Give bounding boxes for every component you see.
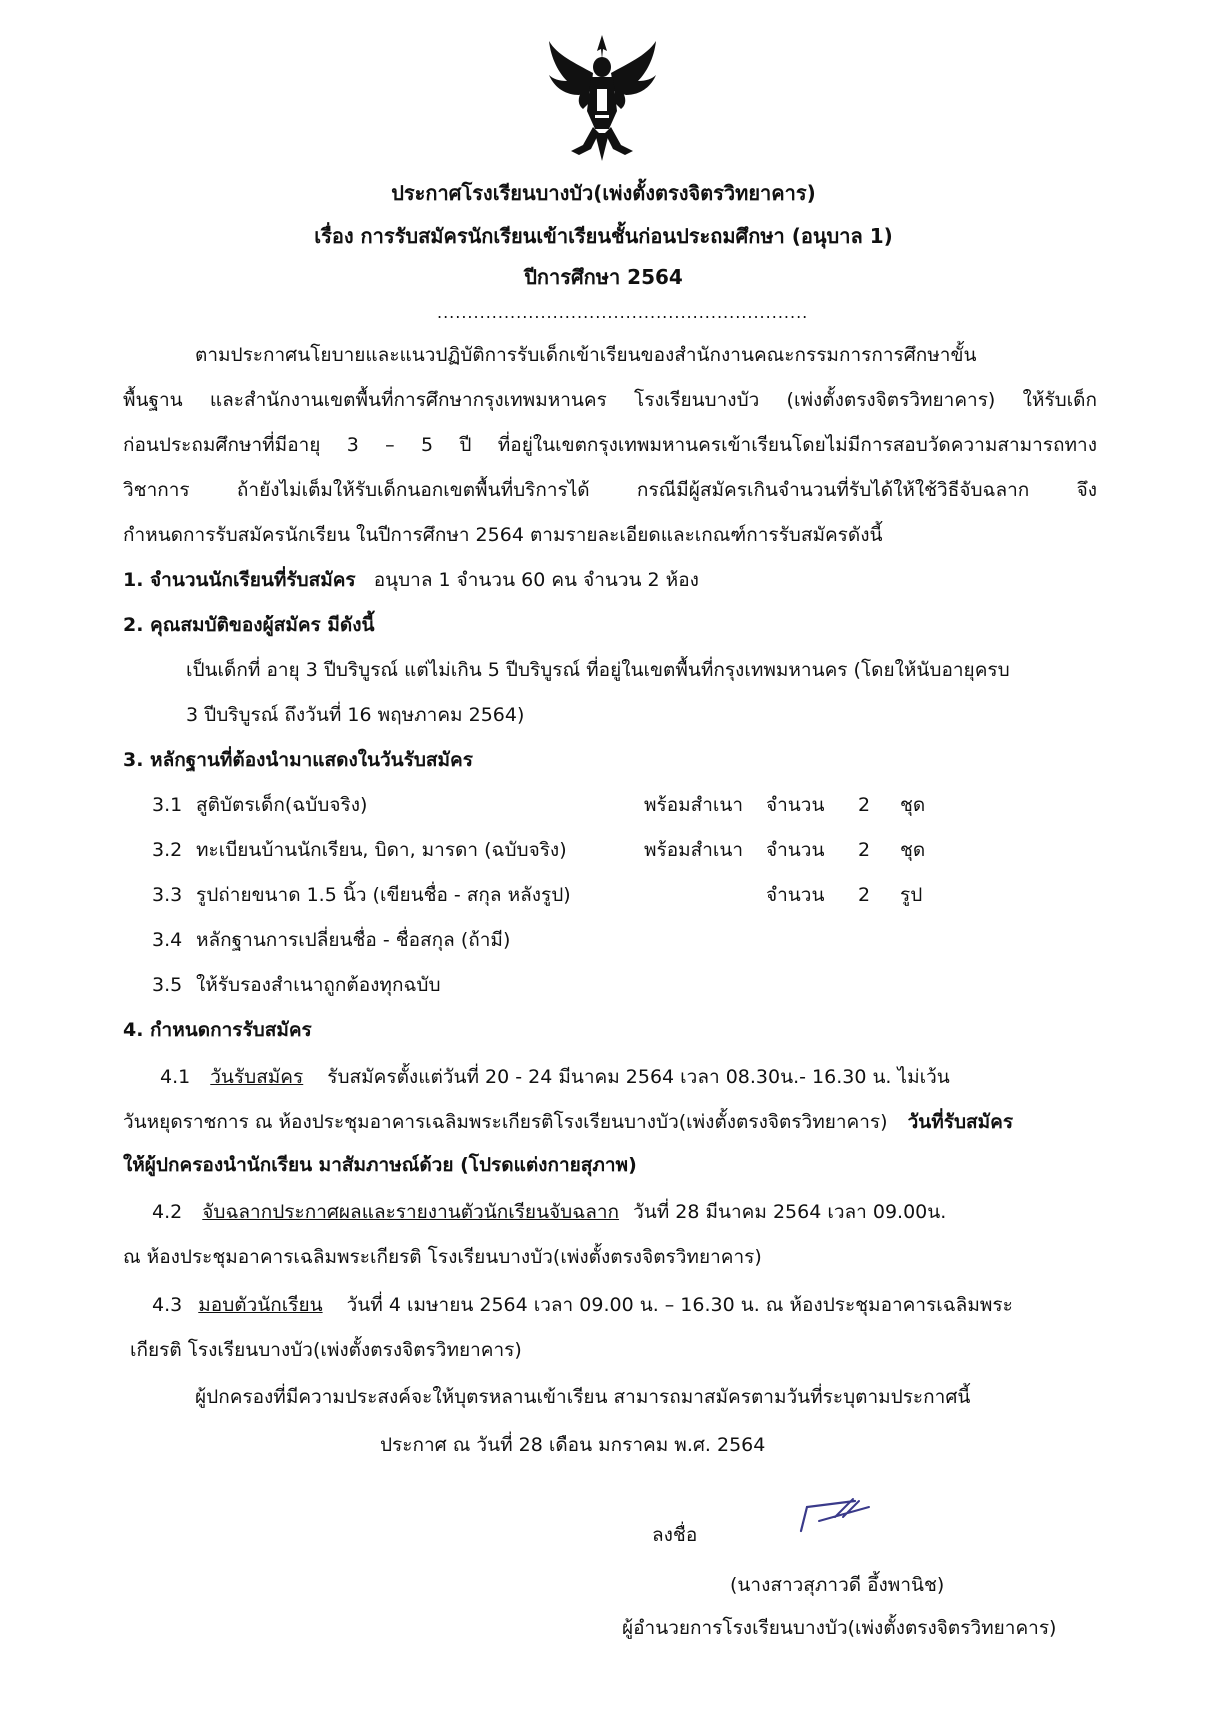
title-line-1: ประกาศโรงเรียนบางบัว(เพ่งตั้งตรงจิตรวิทยาคาร) xyxy=(391,181,816,205)
schedule-4-3-title: มอบตัวนักเรียน xyxy=(198,1294,323,1316)
schedule-4-1-text-1: รับสมัครตั้งแต่วันที่ 20 - 24 มีนาคม 2564 เวลา 08.30น.- 16.30 น. ไม่เว้น xyxy=(327,1066,950,1088)
intro-line-2: พื้นฐาน และสำนักงานเขตพื้นที่การศึกษากรุงเทพมหานคร โรงเรียนบางบัว (เพ่งตั้งตรงจิตรวิทยาคาร) ให้รับเด็ก xyxy=(123,389,1097,411)
schedule-4-1-line-1 xyxy=(160,1062,950,1092)
evidence-text: สูติบัตรเด็ก(ฉบับจริง) xyxy=(196,794,368,816)
evidence-item xyxy=(152,970,441,1000)
evidence-num: 3.1 xyxy=(152,794,183,816)
section-2-line-1: เป็นเด็กที่ อายุ 3 ปีบริบูรณ์ แต่ไม่เกิน 5 ปีบริบูรณ์ ที่อยู่ในเขตพื้นที่กรุงเทพมหานคร (โดยให้นับอายุครบ xyxy=(186,659,1010,681)
schedule-4-2-num: 4.2 xyxy=(152,1201,183,1223)
section-2-line-2: 3 ปีบริบูรณ์ ถึงวันที่ 16 พฤษภาคม 2564) xyxy=(186,704,525,726)
intro-line-4: วิชาการ ถ้ายังไม่เต็มให้รับเด็กนอกเขตพื้นที่บริการได้ กรณีมีผู้สมัครเกินจำนวนที่รับได้ให้ใช้วิธีจับฉลาก จึง xyxy=(123,479,1097,501)
evidence-num: 3.5 xyxy=(152,974,183,996)
title-line-2: เรื่อง การรับสมัครนักเรียนเข้าเรียนชั้นก่อนประถมศึกษา (อนุบาล 1) xyxy=(314,224,893,248)
announce-date: ประกาศ ณ วันที่ 28 เดือน มกราคม พ.ศ. 2564 xyxy=(380,1434,766,1456)
evidence-qty: 2 xyxy=(858,794,871,816)
section-2-heading: 2. คุณสมบัติของผู้สมัคร มีดังนี้ xyxy=(123,614,375,636)
schedule-4-1-line-2 xyxy=(123,1107,1013,1137)
schedule-4-3-num: 4.3 xyxy=(152,1294,183,1316)
evidence-item xyxy=(152,835,926,865)
evidence-qty-label: จำนวน xyxy=(766,884,825,906)
schedule-4-3-text-1: วันที่ 4 เมษายน 2564 เวลา 09.00 น. – 16.30 น. ณ ห้องประชุมอาคารเฉลิมพระ xyxy=(346,1294,1013,1316)
section-1-heading: 1. จำนวนนักเรียนที่รับสมัคร xyxy=(123,569,356,591)
schedule-4-1-num: 4.1 xyxy=(160,1066,191,1088)
evidence-item xyxy=(152,925,511,955)
evidence-qty: 2 xyxy=(858,839,871,861)
evidence-num: 3.2 xyxy=(152,839,183,861)
schedule-4-2-text-1: วันที่ 28 มีนาคม 2564 เวลา 09.00น. xyxy=(633,1201,947,1223)
schedule-4-3-line-1 xyxy=(152,1290,1013,1320)
evidence-copy: พร้อมสำเนา xyxy=(644,839,744,861)
signatory-position: ผู้อำนวยการโรงเรียนบางบัว(เพ่งตั้งตรงจิตรวิทยาคาร) xyxy=(622,1617,1057,1639)
title-line-3: ปีการศึกษา 2564 xyxy=(524,265,683,289)
schedule-4-1-text-2b: วันที่รับสมัคร xyxy=(907,1111,1014,1133)
evidence-qty-label: จำนวน xyxy=(766,839,825,861)
closing-line: ผู้ปกครองที่มีความประสงค์จะให้บุตรหลานเข้าเรียน สามารถมาสมัครตามวันที่ระบุตามประกาศนี้ xyxy=(195,1386,971,1408)
section-1 xyxy=(123,565,699,595)
handwritten-signature xyxy=(795,1495,875,1535)
section-3-heading: 3. หลักฐานที่ต้องนำมาแสดงในวันรับสมัคร xyxy=(123,749,473,771)
evidence-item xyxy=(152,790,926,820)
evidence-text: หลักฐานการเปลี่ยนชื่อ - ชื่อสกุล (ถ้ามี) xyxy=(196,929,511,951)
schedule-4-1-title: วันรับสมัคร xyxy=(210,1066,304,1088)
evidence-copy: พร้อมสำเนา xyxy=(644,794,744,816)
garuda-emblem-icon xyxy=(545,33,660,165)
intro-line-5: กำหนดการรับสมัครนักเรียน ในปีการศึกษา 2564 ตามรายละเอียดและเกณฑ์การรับสมัครดังนี้ xyxy=(123,524,883,546)
title-separator: ............................................................. xyxy=(437,303,809,322)
schedule-4-3-line-2: เกียรติ โรงเรียนบางบัว(เพ่งตั้งตรงจิตรวิทยาคาร) xyxy=(130,1339,522,1361)
evidence-text: ให้รับรองสำเนาถูกต้องทุกฉบับ xyxy=(196,974,441,996)
signatory-name: (นางสาวสุภาวดี อึ้งพานิช) xyxy=(730,1574,945,1596)
evidence-num: 3.3 xyxy=(152,884,183,906)
intro-line-1: ตามประกาศนโยบายและแนวปฏิบัติการรับเด็กเข้าเรียนของสำนักงานคณะกรรมการการศึกษาขั้น xyxy=(195,344,977,366)
sign-label: ลงชื่อ xyxy=(652,1524,698,1546)
evidence-text: ทะเบียนบ้านนักเรียน, บิดา, มารดา (ฉบับจริง) xyxy=(196,839,567,861)
evidence-text: รูปถ่ายขนาด 1.5 นิ้ว (เขียนชื่อ - สกุล หลังรูป) xyxy=(196,884,571,906)
schedule-4-2-line-2: ณ ห้องประชุมอาคารเฉลิมพระเกียรติ โรงเรียนบางบัว(เพ่งตั้งตรงจิตรวิทยาคาร) xyxy=(123,1246,762,1268)
evidence-unit: ชุด xyxy=(900,794,926,816)
evidence-unit: รูป xyxy=(900,884,923,906)
schedule-4-1-line-3: ให้ผู้ปกครองนำนักเรียน มาสัมภาษณ์ด้วย (โปรดแต่งกายสุภาพ) xyxy=(123,1154,637,1176)
evidence-item xyxy=(152,880,923,910)
evidence-unit: ชุด xyxy=(900,839,926,861)
schedule-4-2-line-1 xyxy=(152,1197,946,1227)
schedule-4-1-text-2a: วันหยุดราชการ ณ ห้องประชุมอาคารเฉลิมพระเกียรติโรงเรียนบางบัว(เพ่งตั้งตรงจิตรวิทยาคาร) xyxy=(123,1111,888,1133)
intro-line-3: ก่อนประถมศึกษาที่มีอายุ 3 – 5 ปี ที่อยู่ในเขตกรุงเทพมหานครเข้าเรียนโดยไม่มีการสอบวัดความสามารถทาง xyxy=(123,434,1097,456)
section-1-detail: อนุบาล 1 จำนวน 60 คน จำนวน 2 ห้อง xyxy=(373,569,699,591)
evidence-qty-label: จำนวน xyxy=(766,794,825,816)
schedule-4-2-title: จับฉลากประกาศผลและรายงานตัวนักเรียนจับฉลาก xyxy=(202,1201,620,1223)
section-4-heading: 4. กำหนดการรับสมัคร xyxy=(123,1019,312,1041)
evidence-num: 3.4 xyxy=(152,929,183,951)
evidence-qty: 2 xyxy=(858,884,871,906)
